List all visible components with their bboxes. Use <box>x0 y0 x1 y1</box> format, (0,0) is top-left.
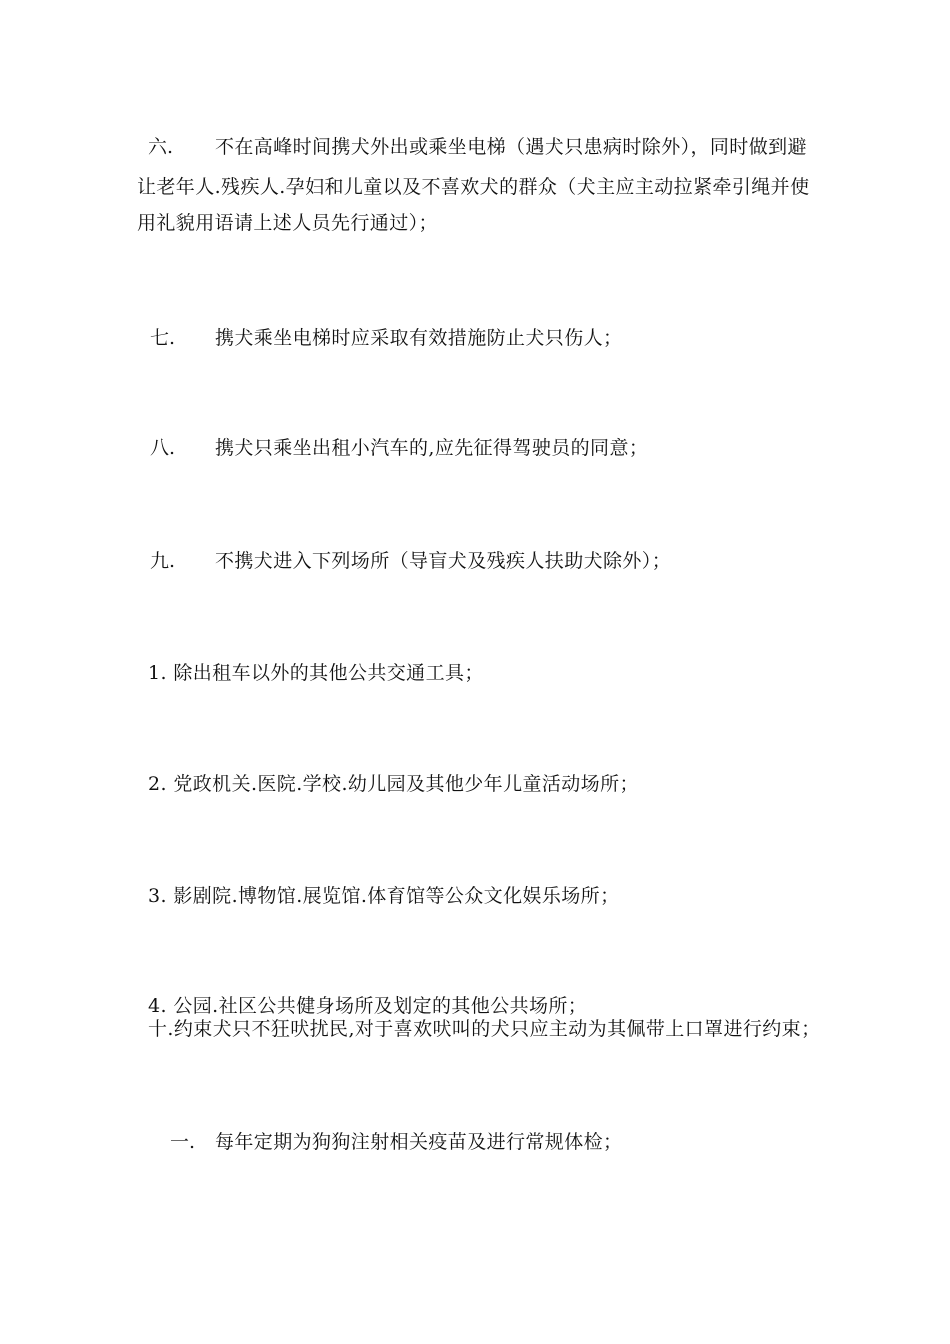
subitem-4: 4. 公园.社区公共健身场所及划定的其他公共场所； <box>148 995 588 1017</box>
item-6-line-3: 用礼貌用语请上述人员先行通过）； <box>137 212 438 234</box>
item-8-text: 携犬只乘坐出租小汽车的,应先征得驾驶员的同意； <box>215 437 649 459</box>
item-9-text: 不携犬进入下列场所（导盲犬及残疾人扶助犬除外）； <box>215 550 672 572</box>
item-6-line-2: 让老年人.残疾人.孕妇和儿童以及不喜欢犬的群众（犬主应主动拉紧牵引绳并使 <box>137 176 810 198</box>
item-11-marker: 一. <box>170 1131 196 1153</box>
item-6-line-1: 不在高峰时间携犬外出或乘坐电梯（遇犬只患病时除外），同时做到避 <box>215 136 807 158</box>
item-8-marker: 八. <box>150 437 176 459</box>
subitem-1: 1. 除出租车以外的其他公共交通工具； <box>148 662 484 684</box>
subitem-2: 2. 党政机关.医院.学校.幼儿园及其他少年儿童活动场所； <box>148 773 639 795</box>
item-11-text: 每年定期为狗狗注射相关疫苗及进行常规体检； <box>215 1131 623 1153</box>
item-7-text: 携犬乘坐电梯时应采取有效措施防止犬只伤人； <box>215 327 623 349</box>
item-10-text: 十.约束犬只不狂吠扰民,对于喜欢吠叫的犬只应主动为其佩带上口罩进行约束； <box>148 1018 821 1040</box>
item-7-marker: 七. <box>150 327 176 349</box>
item-9-marker: 九. <box>150 550 176 572</box>
subitem-3: 3. 影剧院.博物馆.展览馆.体育馆等公众文化娱乐场所； <box>148 885 620 907</box>
item-6-marker: 六. <box>148 136 174 158</box>
